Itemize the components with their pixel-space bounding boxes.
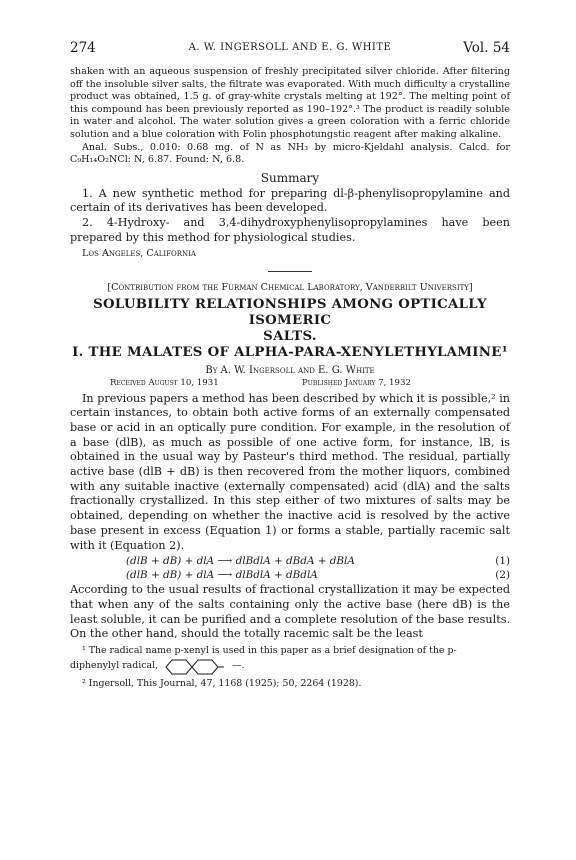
received-date: Received August 10, 1931 [110,377,219,388]
footnote-2: ² Ingersoll, This Journal, 47, 1168 (1925); 50, 2264 (1928). [82,677,362,689]
title-line-1: SOLUBILITY RELATIONSHIPS AMONG OPTICALLY ISOMERIC [93,296,487,328]
equation-2-text: (dlB + dB) + dlA ⟶ dlBdlA + dBdlA [126,569,318,582]
equation-2 [70,569,510,583]
footnote-1-text: diphenylyl radical, [70,660,159,672]
title-line-3: I. THE MALATES OF ALPHA-PARA-XENYLETHYLAMINE¹ [72,344,508,360]
previous-paragraph: shaken with an aqueous suspension of freshly precipitated silver chloride. After filtering off the insoluble silver salts, the filtrate was evaporated. With much difficulty a crystalline product was obtained, 1.5 g. of gray-white crystals melting at 192°. The melting point of this compound has been previously reported as 190–192°.³ The product is readily soluble in water and alcohol. The water solution gives a green coloration with a ferric chloride solution and a blue coloration with Folin phosphotungstic reagent after making alkaline. [70,66,510,140]
summary-item-2: 2. 4-Hydroxy- and 3,4-dihydroxyphenylisopropylamines have been prepared by this method for physiological studies. [70,216,510,244]
page-number: 274 [70,40,96,56]
article-body [70,392,510,554]
footnote-1-tail: —. [232,660,245,672]
section-divider [268,271,312,272]
article-paragraph-1: In previous papers a method has been described by which it is possible,² in certain instances, to obtain both active forms of an externally compensated base or acid in an optically pure condition. For example, in the resolution of a base (dlB), as much as possible of one active form, for instance, lB, is obtained in the usual way by Pasteur's third method. The residual, partially active base (dlB + dB) is then recovered from the mother liquors, combined with any suitable inactive (externally compensated) acid (dlA) and the salts fractionally crystallized. In this step either of two mixtures of salts may be obtained, depending on whether the inactive acid is resolved by the active base present in excess (Equation 1) or forms a stable, partially racemic salt with it (Equation 2). [70,391,510,552]
running-header [70,40,510,60]
article-paragraph-2: According to the usual results of fractional crystallization it may be expected that when any of the salts containing only the active base (here dB) is the least soluble, it can be purified and a complete resolution of the base results. On the other hand, should the totally racemic salt be the least [70,583,510,641]
equation-1-text: (dlB + dB) + dlA ⟶ dlBdlA + dBdA + dBlA [126,555,355,568]
previous-article-text [70,66,510,167]
footnote-1-line-b [70,658,510,676]
journal-page [70,40,510,690]
analysis-paragraph: Anal. Subs., 0.010: 0.68 mg. of N as NH₃ by micro-Kjeldahl analysis. Calcd. for C₉H₁₄O₂NCl: N, 6.87. Found: N, 6.8. [70,141,510,166]
byline: By A. W. Ingersoll and E. G. White [205,364,375,376]
running-authors: A. W. INGERSOLL AND E. G. WHITE [188,42,392,53]
article-dates [70,378,510,392]
article-body-continued [70,583,510,642]
contribution-line: [Contribution from the Furman Chemical Laboratory, Vanderbilt University] [107,281,473,293]
biphenyl-structure-icon [162,658,232,676]
equation-1-number: (1) [495,555,510,568]
article-title [70,297,510,361]
summary-heading: Summary [260,170,320,185]
equation-2-number: (2) [495,569,510,582]
footnotes [70,645,510,690]
title-line-2: SALTS. [263,328,317,344]
equation-1 [70,555,510,569]
author-location: Los Angeles, California [82,247,196,259]
summary-body [70,187,510,246]
volume-label: Vol. 54 [463,40,510,56]
footnote-1-line-a: ¹ The radical name p-xenyl is used in this paper as a brief designation of the p- [82,645,457,657]
published-date: Published January 7, 1932 [302,377,411,388]
summary-item-1: 1. A new synthetic method for preparing dl-β-phenylisopropylamine and certain of its derivatives has been developed. [70,186,510,215]
